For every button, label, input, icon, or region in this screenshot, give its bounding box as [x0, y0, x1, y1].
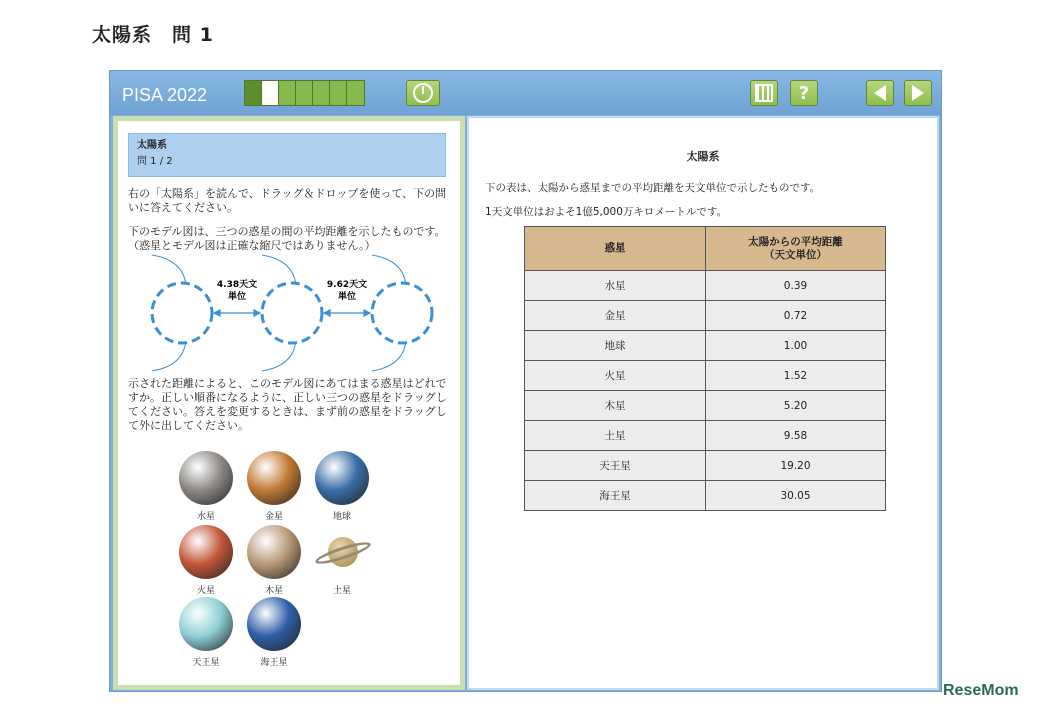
drop-slot-3[interactable]: [372, 283, 432, 343]
brand-title: PISA 2022: [122, 85, 208, 105]
clock-icon: [413, 83, 433, 103]
planet-name-cell: 水星: [525, 271, 706, 301]
question-panel: [113, 116, 465, 690]
earth-icon: [315, 451, 369, 505]
calculator-button[interactable]: [750, 80, 778, 106]
distance-cell: 5.20: [706, 391, 886, 421]
distance-label-2: 9.62天文: [326, 280, 368, 290]
neptune-icon: [247, 597, 301, 651]
mercury-icon: [179, 451, 233, 505]
table-row: [525, 421, 886, 451]
instruction-text: 右の「太陽系」を読んで、ドラッグ＆ドロップを使って、下の問いに答えてください。: [128, 187, 447, 214]
planet-item-1[interactable]: [246, 451, 302, 522]
reference-title: 太陽系: [686, 150, 720, 163]
planet-label: 木星: [264, 586, 283, 596]
distance-cell: 0.39: [706, 271, 886, 301]
planet-item-3[interactable]: [178, 525, 234, 596]
planet-name-cell: 天王星: [525, 451, 706, 481]
distance-table: [524, 226, 886, 511]
timer-button[interactable]: [406, 80, 440, 106]
planet-name-cell: 海王星: [525, 481, 706, 511]
planet-item-4[interactable]: [246, 525, 302, 596]
previous-button[interactable]: [866, 80, 894, 106]
planet-name-cell: 地球: [525, 331, 706, 361]
distance-cell: 1.52: [706, 361, 886, 391]
task-text: 示された距離によると、このモデル図にあてはまる惑星はどれですか。正しい順番になるように、正しい三つの惑星をドラッグしてください。答えを変更するときは、まず前の惑星をドラッグして外に出してください。: [128, 377, 447, 432]
calculator-icon: [755, 84, 773, 102]
uranus-icon: [179, 597, 233, 651]
column-header-planet: 惑星: [525, 227, 706, 271]
question-counter: 問 1 / 2: [137, 156, 173, 167]
question-title: 太陽系: [137, 140, 167, 151]
distance-cell: 30.05: [706, 481, 886, 511]
test-window: [109, 70, 942, 692]
distance-unit-2: 単位: [337, 292, 357, 302]
saturn-icon: [314, 525, 370, 579]
progress-segment: [296, 81, 313, 105]
help-button[interactable]: [790, 80, 818, 106]
table-row: [525, 451, 886, 481]
planet-label: 土星: [332, 586, 351, 596]
mars-icon: [179, 525, 233, 579]
arrow-right-icon: [912, 85, 924, 101]
planet-name-cell: 土星: [525, 421, 706, 451]
watermark-logo: ReseMom: [943, 682, 1019, 699]
planet-label: 海王星: [260, 658, 288, 668]
drop-slot-1[interactable]: [152, 283, 212, 343]
progress-segment: [313, 81, 330, 105]
next-button[interactable]: [904, 80, 932, 106]
progress-indicator: [244, 80, 365, 106]
distance-cell: 0.72: [706, 301, 886, 331]
model-description: 下のモデル図は、三つの惑星の間の平均距離を示したものです。（惑星とモデル図は正確な縮尺ではありません。）: [128, 225, 446, 252]
reference-panel: [467, 116, 939, 690]
column-header-distance: 太陽からの平均距離 （天文単位）: [706, 227, 886, 271]
planet-item-2[interactable]: [314, 451, 370, 522]
table-row: [525, 271, 886, 301]
question-mark-icon: ?: [798, 82, 810, 104]
reference-line-1: 下の表は、太陽から惑星までの平均距離を天文単位で示したものです。: [485, 182, 821, 194]
distance-cell: 9.58: [706, 421, 886, 451]
distance-label-1: 4.38天文: [216, 280, 258, 290]
planet-item-5[interactable]: [314, 525, 370, 596]
progress-segment: [347, 81, 364, 105]
table-row: [525, 361, 886, 391]
planet-label: 火星: [196, 586, 215, 596]
planet-name-cell: 火星: [525, 361, 706, 391]
planet-label: 天王星: [192, 658, 220, 668]
planet-label: 地球: [332, 512, 351, 522]
planet-label: 水星: [196, 512, 215, 522]
distance-cell: 1.00: [706, 331, 886, 361]
model-diagram: [138, 253, 448, 373]
jupiter-icon: [247, 525, 301, 579]
page-heading: 太陽系 問 1: [92, 24, 214, 46]
distance-cell: 19.20: [706, 451, 886, 481]
distance-unit-1: 単位: [227, 292, 247, 302]
progress-segment: [245, 81, 262, 105]
question-header: [128, 133, 446, 177]
planet-name-cell: 木星: [525, 391, 706, 421]
reference-line-2: 1天文単位はおよそ1億5,000万キロメートルです。: [485, 206, 728, 218]
planet-item-6[interactable]: [178, 597, 234, 668]
table-row: [525, 391, 886, 421]
drop-slot-2[interactable]: [262, 283, 322, 343]
arrow-left-icon: [874, 85, 886, 101]
table-row: [525, 481, 886, 511]
table-row: [525, 301, 886, 331]
toolbar: [110, 71, 941, 115]
progress-segment: [330, 81, 347, 105]
progress-segment: [262, 81, 279, 105]
planet-label: 金星: [264, 512, 283, 522]
table-row: [525, 331, 886, 361]
venus-icon: [247, 451, 301, 505]
planet-item-7[interactable]: [246, 597, 302, 668]
planet-name-cell: 金星: [525, 301, 706, 331]
planet-item-0[interactable]: [178, 451, 234, 522]
progress-segment: [279, 81, 296, 105]
